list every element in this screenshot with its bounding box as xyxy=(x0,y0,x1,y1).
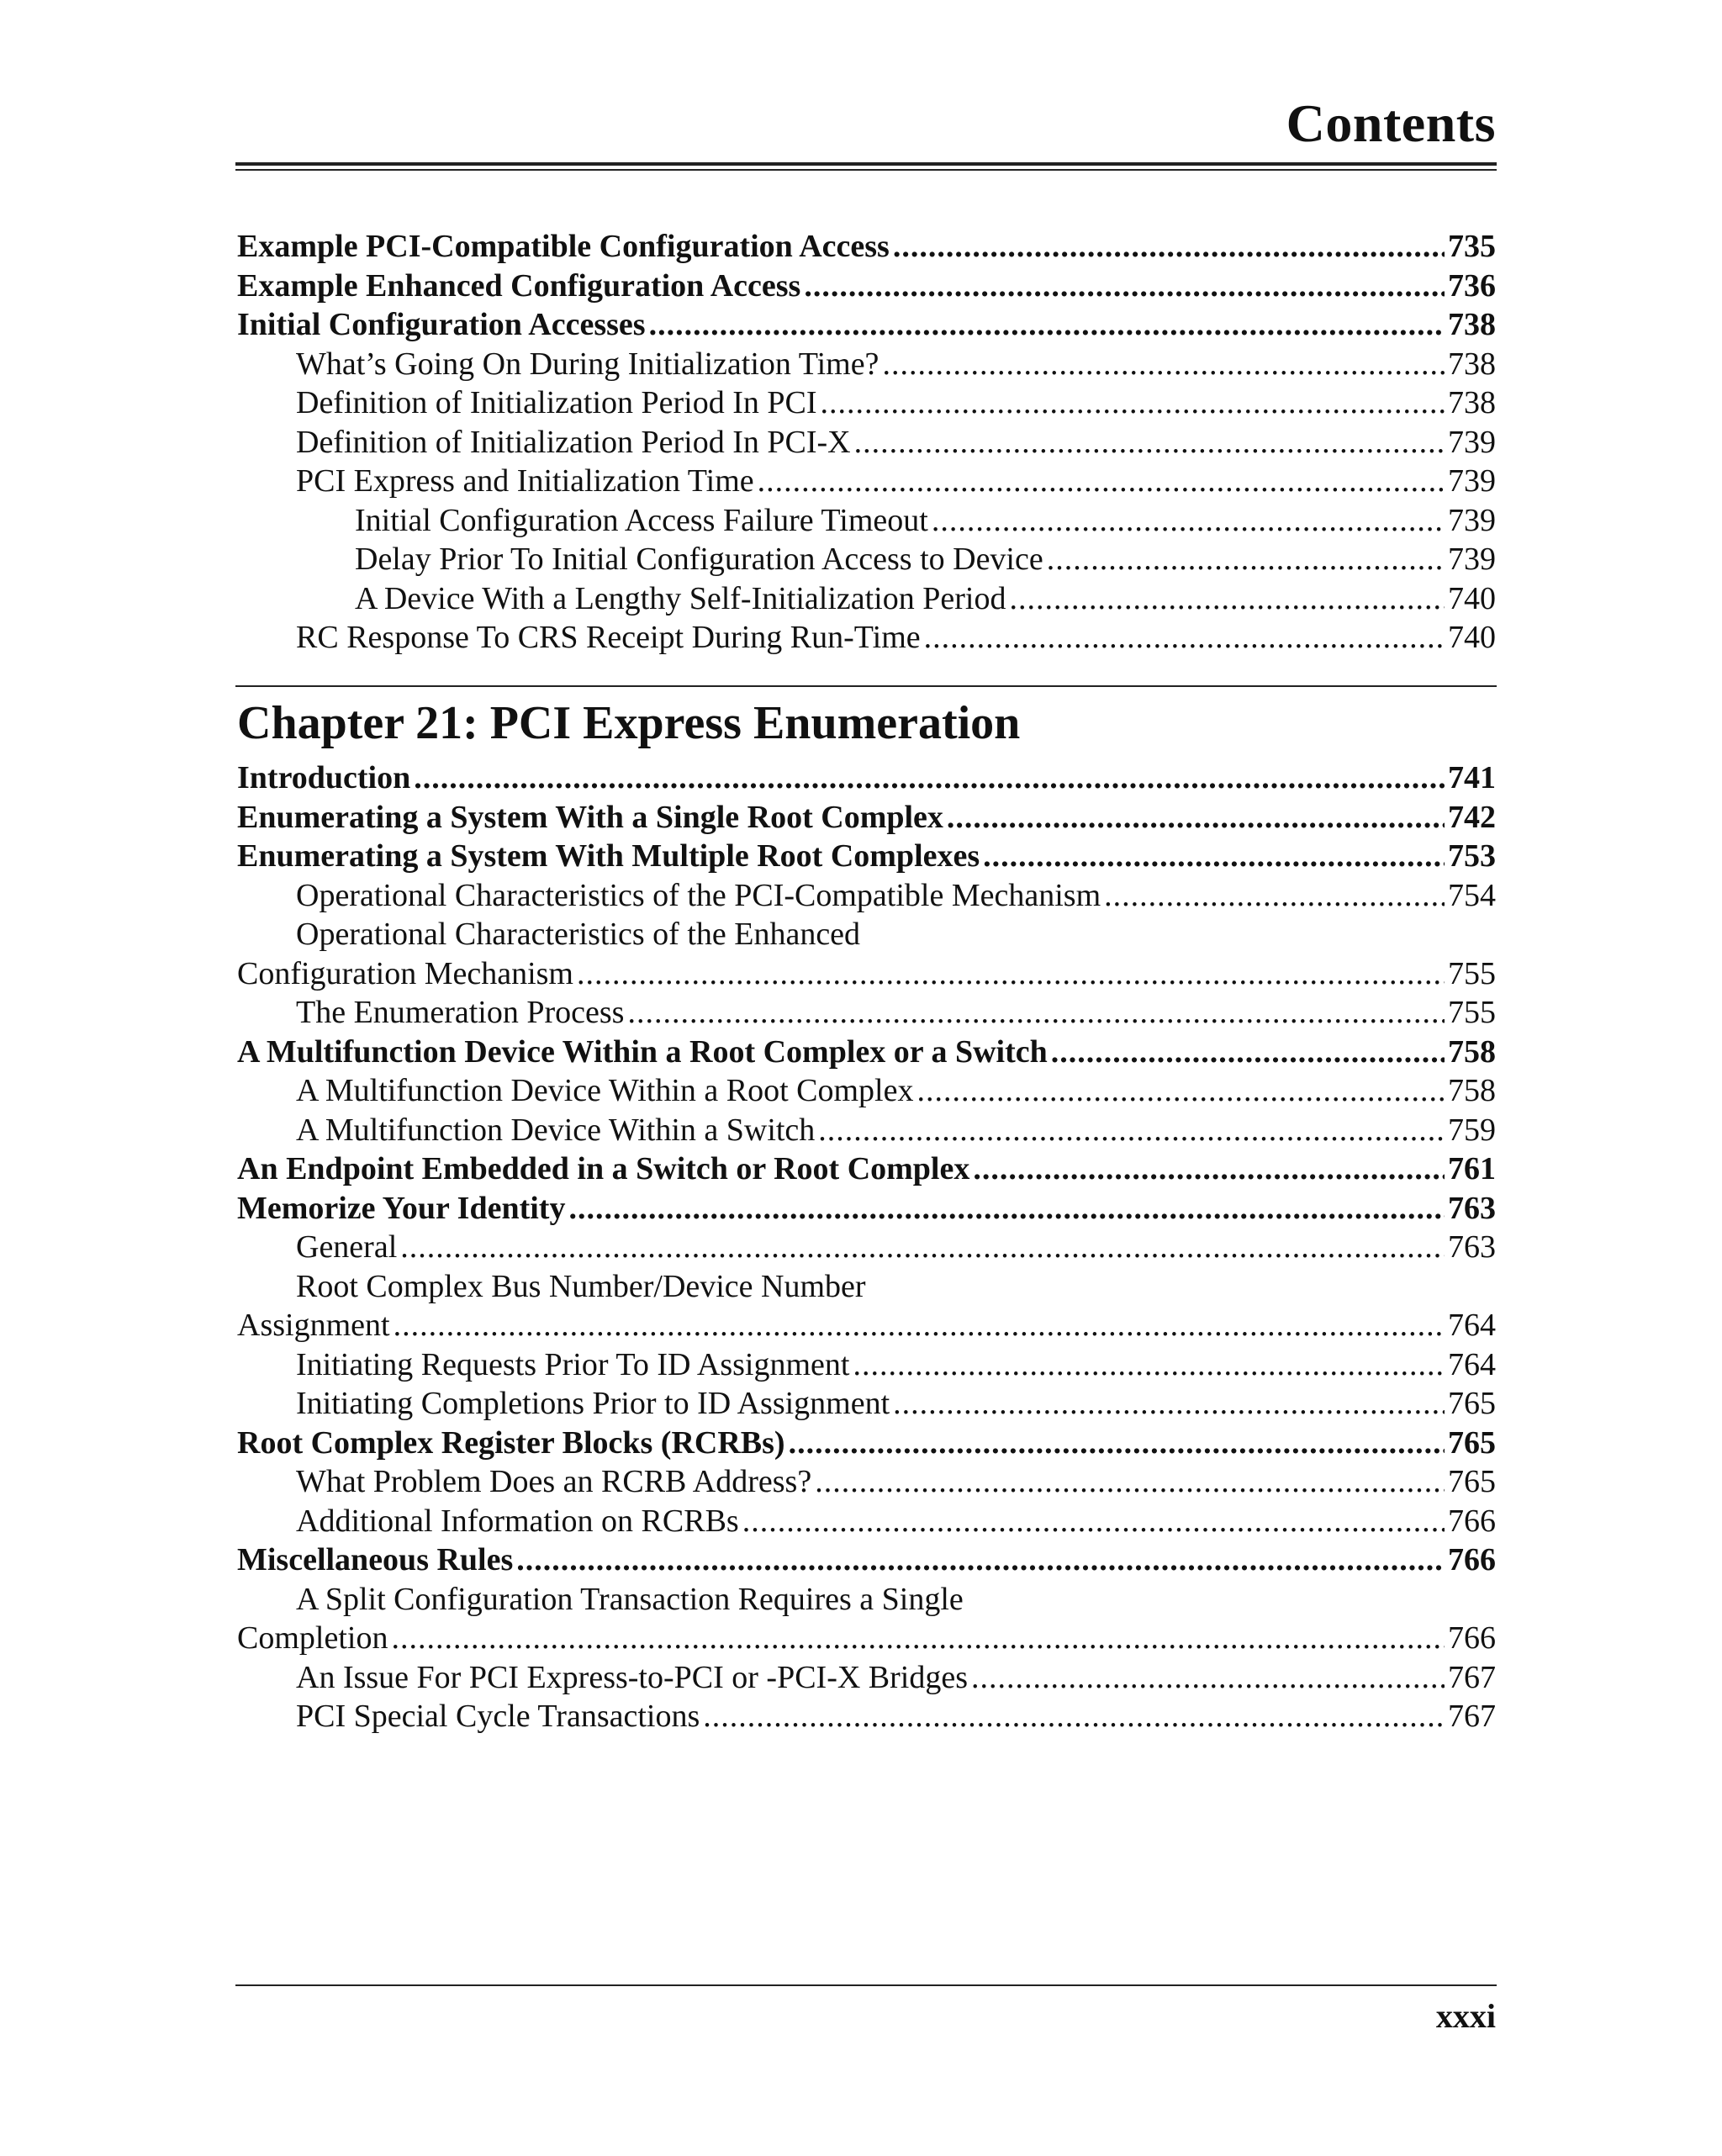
dot-leader xyxy=(577,954,1445,994)
running-header-title: Contents xyxy=(1286,93,1496,153)
dot-leader xyxy=(1051,1033,1445,1072)
dot-leader xyxy=(516,1540,1445,1580)
toc-entry-page-number: 763 xyxy=(1448,1190,1496,1226)
toc-entry xyxy=(237,1189,1496,1229)
toc-entry-title-line1: Operational Characteristics of the Enhanced xyxy=(296,917,861,952)
dot-leader xyxy=(400,1228,1445,1267)
toc-entry xyxy=(237,501,1496,541)
toc-entry-page-number: 765 xyxy=(1448,1424,1496,1461)
toc-entry-page-number: 766 xyxy=(1448,1620,1496,1656)
toc-entry-page-number: 738 xyxy=(1448,307,1496,342)
dot-leader xyxy=(818,1111,1445,1150)
toc-entry-title-line1: Root Complex Bus Number/Device Number xyxy=(296,1268,866,1304)
dot-leader xyxy=(882,345,1445,384)
toc-entry-title: Enumerating a System With Multiple Root Complexes xyxy=(237,838,980,874)
toc-entry xyxy=(237,1033,1496,1072)
dot-leader xyxy=(983,837,1445,876)
dot-leader xyxy=(893,1384,1445,1424)
toc-entry xyxy=(237,345,1496,384)
toc-entry-title: A Multifunction Device Within a Switch xyxy=(296,1112,816,1148)
toc-entry xyxy=(237,540,1496,579)
toc-section-previous-chapter xyxy=(237,227,1496,658)
toc-entry-title: Initial Configuration Access Failure Timeout xyxy=(355,502,928,538)
toc-entry-line2 xyxy=(237,1306,1496,1345)
dot-leader xyxy=(703,1697,1445,1736)
toc-entry-page-number: 739 xyxy=(1448,463,1496,499)
dot-leader xyxy=(821,383,1445,423)
dot-leader xyxy=(568,1189,1445,1229)
toc-entry-page-number: 758 xyxy=(1448,1033,1496,1070)
toc-entry-page-number: 765 xyxy=(1448,1464,1496,1499)
toc-entry-title: Operational Characteristics of the PCI-Compatible Mechanism xyxy=(296,877,1101,913)
toc-entry-page-number: 739 xyxy=(1448,542,1496,577)
toc-entry-wrapped xyxy=(237,915,1496,993)
toc-entry-page-number: 766 xyxy=(1448,1503,1496,1539)
dot-leader xyxy=(742,1502,1445,1541)
toc-entry xyxy=(237,798,1496,838)
toc-entry-title: PCI Express and Initialization Time xyxy=(296,463,754,499)
toc-entry-page-number: 738 xyxy=(1448,346,1496,382)
toc-entry-title: Example Enhanced Configuration Access xyxy=(237,267,801,304)
chapter-heading: Chapter 21: PCI Express Enumeration xyxy=(237,697,1021,749)
toc-entry-page-number: 739 xyxy=(1448,424,1496,460)
toc-entry xyxy=(237,227,1496,267)
toc-entry-title: Memorize Your Identity xyxy=(237,1190,566,1226)
toc-entry-line2 xyxy=(237,1619,1496,1658)
toc-entry-page-number: 739 xyxy=(1448,502,1496,538)
toc-list-top xyxy=(237,227,1496,658)
toc-entry xyxy=(237,1111,1496,1150)
toc-entry-page-number: 767 xyxy=(1448,1659,1496,1695)
toc-entry-title: Root Complex Register Blocks (RCRBs) xyxy=(237,1424,785,1461)
toc-entry-page-number: 754 xyxy=(1448,877,1496,913)
toc-entry-title: Delay Prior To Initial Configuration Access to Device xyxy=(355,542,1043,577)
toc-entry-title-line2: Configuration Mechanism xyxy=(237,955,573,991)
toc-entry-title: Definition of Initialization Period In PCI-X xyxy=(296,424,851,460)
footer-page-number: xxxi xyxy=(1435,1997,1496,2035)
dot-leader xyxy=(971,1658,1445,1698)
toc-entry-title: Miscellaneous Rules xyxy=(237,1542,514,1577)
toc-entry xyxy=(237,1345,1496,1385)
dot-leader xyxy=(916,1071,1445,1111)
toc-entry-page-number: 735 xyxy=(1448,229,1496,264)
toc-entry xyxy=(237,758,1496,798)
dot-leader xyxy=(924,618,1445,658)
toc-entry xyxy=(237,1228,1496,1267)
dot-leader xyxy=(854,423,1445,462)
toc-entry-title: Introduction xyxy=(237,760,411,795)
toc-entry-page-number: 759 xyxy=(1448,1112,1496,1148)
toc-entry-page-number: 738 xyxy=(1448,385,1496,420)
toc-entry-title: Definition of Initialization Period In PCI xyxy=(296,385,817,420)
toc-entry xyxy=(237,383,1496,423)
toc-entry-page-number: 766 xyxy=(1448,1542,1496,1577)
toc-entry-wrapped xyxy=(237,1580,1496,1658)
header-rule-thick xyxy=(235,162,1497,166)
toc-entry xyxy=(237,1384,1496,1424)
toc-entry xyxy=(237,1502,1496,1541)
toc-entry-title: The Enumeration Process xyxy=(296,995,625,1030)
toc-entry-title: An Issue For PCI Express-to-PCI or -PCI-X Bridges xyxy=(296,1659,969,1695)
toc-list-chapter xyxy=(237,758,1496,1736)
toc-entry-page-number: 763 xyxy=(1448,1229,1496,1265)
toc-entry-page-number: 758 xyxy=(1448,1073,1496,1108)
toc-entry xyxy=(237,267,1496,306)
dot-leader xyxy=(627,993,1445,1033)
toc-entry-line2 xyxy=(237,954,1496,994)
toc-entry-wrapped xyxy=(237,1267,1496,1345)
dot-leader xyxy=(1047,540,1445,579)
toc-entry-page-number: 741 xyxy=(1448,760,1496,795)
dot-leader xyxy=(1009,579,1445,619)
toc-entry-page-number: 755 xyxy=(1448,955,1496,991)
toc-entry-page-number: 755 xyxy=(1448,995,1496,1030)
toc-entry-page-number: 764 xyxy=(1448,1346,1496,1382)
section-divider-rule xyxy=(235,685,1497,687)
dot-leader xyxy=(973,1149,1445,1189)
dot-leader xyxy=(414,758,1445,798)
toc-entry-title: Example PCI-Compatible Configuration Access xyxy=(237,229,890,264)
toc-entry xyxy=(237,423,1496,462)
toc-entry xyxy=(237,1149,1496,1189)
toc-entry-page-number: 736 xyxy=(1448,267,1496,304)
dot-leader xyxy=(1104,876,1445,916)
toc-entry-title: An Endpoint Embedded in a Switch or Root Complex xyxy=(237,1151,970,1186)
toc-entry-title: What Problem Does an RCRB Address? xyxy=(296,1464,812,1499)
dot-leader xyxy=(391,1619,1445,1658)
toc-entry xyxy=(237,462,1496,501)
toc-entry-page-number: 764 xyxy=(1448,1308,1496,1343)
toc-entry-title: A Device With a Lengthy Self-Initialization Period xyxy=(355,580,1006,616)
toc-entry xyxy=(237,618,1496,658)
toc-entry-title: PCI Special Cycle Transactions xyxy=(296,1699,700,1734)
dot-leader xyxy=(893,227,1445,267)
toc-entry-page-number: 742 xyxy=(1448,799,1496,835)
dot-leader xyxy=(853,1345,1445,1385)
toc-entry-page-number: 740 xyxy=(1448,580,1496,616)
dot-leader xyxy=(758,462,1445,501)
toc-entry-title: Enumerating a System With a Single Root Complex xyxy=(237,799,943,835)
dot-leader xyxy=(947,798,1445,838)
toc-entry-title: Initial Configuration Accesses xyxy=(237,307,646,342)
dot-leader xyxy=(815,1462,1445,1502)
toc-entry xyxy=(237,1462,1496,1502)
toc-entry-title: RC Response To CRS Receipt During Run-Time xyxy=(296,620,921,655)
toc-entry xyxy=(237,305,1496,345)
toc-section-chapter-21 xyxy=(237,758,1496,1736)
dot-leader xyxy=(789,1424,1445,1463)
toc-entry xyxy=(237,876,1496,916)
toc-entry xyxy=(237,837,1496,876)
toc-entry-page-number: 765 xyxy=(1448,1386,1496,1421)
toc-entry-title: General xyxy=(296,1229,398,1265)
toc-entry xyxy=(237,1424,1496,1463)
dot-leader xyxy=(932,501,1445,541)
footer-rule xyxy=(235,1984,1497,1986)
toc-entry xyxy=(237,1697,1496,1736)
toc-entry xyxy=(237,1540,1496,1580)
toc-entry-page-number: 761 xyxy=(1448,1151,1496,1186)
toc-entry xyxy=(237,1071,1496,1111)
dot-leader xyxy=(649,305,1445,345)
toc-entry-title-line2: Completion xyxy=(237,1620,388,1656)
toc-entry-page-number: 767 xyxy=(1448,1699,1496,1734)
dot-leader xyxy=(804,267,1445,306)
toc-entry-title: What’s Going On During Initialization Time? xyxy=(296,346,879,382)
toc-entry-page-number: 740 xyxy=(1448,620,1496,655)
toc-entry-title: Initiating Requests Prior To ID Assignment xyxy=(296,1346,850,1382)
toc-entry-title-line2: Assignment xyxy=(237,1308,390,1343)
header-rule-thin xyxy=(235,169,1497,171)
toc-entry xyxy=(237,1658,1496,1698)
toc-entry-title: Additional Information on RCRBs xyxy=(296,1503,739,1539)
toc-entry-title: A Multifunction Device Within a Root Complex xyxy=(296,1073,914,1108)
toc-entry-title: Initiating Completions Prior to ID Assignment xyxy=(296,1386,890,1421)
toc-entry-title: A Multifunction Device Within a Root Complex or a Switch xyxy=(237,1033,1048,1070)
toc-entry xyxy=(237,993,1496,1033)
dot-leader xyxy=(394,1306,1445,1345)
toc-entry-page-number: 753 xyxy=(1448,838,1496,874)
toc-entry-title-line1: A Split Configuration Transaction Requires a Single xyxy=(296,1581,964,1617)
toc-entry xyxy=(237,579,1496,619)
